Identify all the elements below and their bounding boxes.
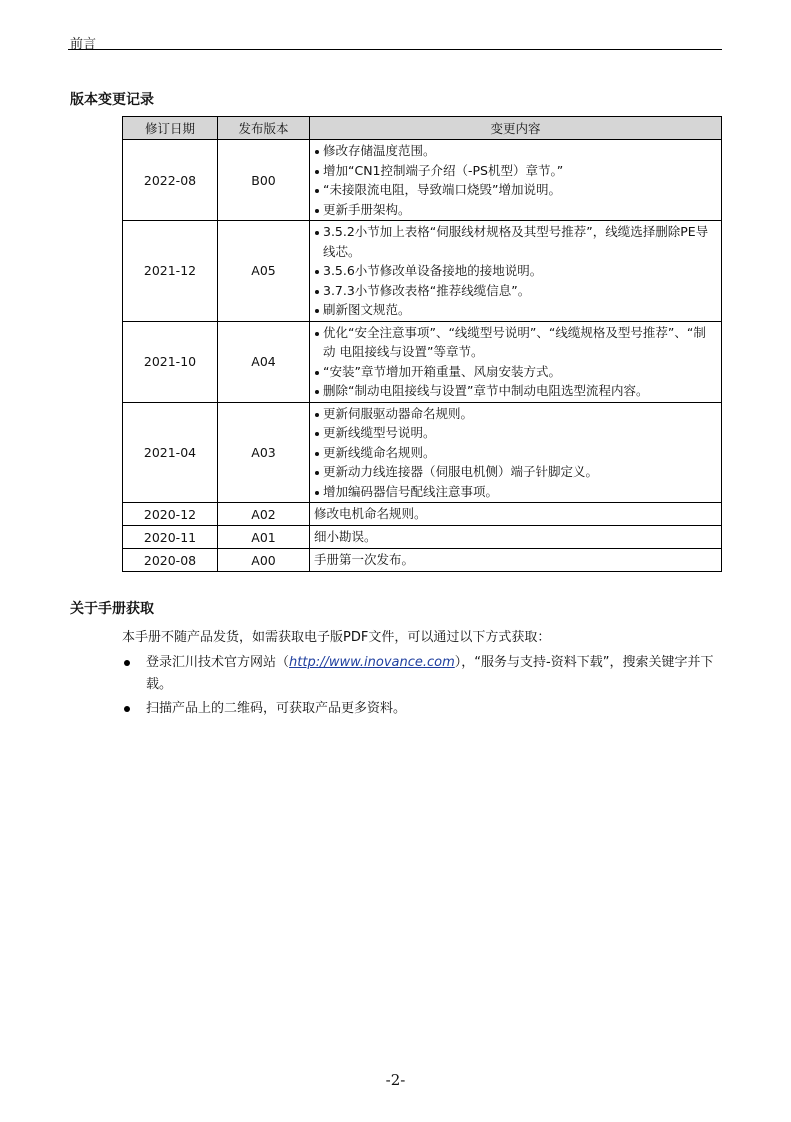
revision-table [122,116,722,572]
bullet-icon [124,660,130,666]
change-item: 3.5.6小节修改单设备接地的接地说明。 [314,261,717,281]
col-header-changes: 变更内容 [310,117,722,140]
row-date: 2021-10 [123,321,218,402]
row-date: 2021-12 [123,221,218,322]
qr-code-text: 扫描产品上的二维码，可获取产品更多资料。 [146,701,407,716]
list-item [122,698,722,720]
row-changes [310,221,722,322]
row-changes [310,402,722,503]
change-item: 更新动力线连接器（伺服电机侧）端子针脚定义。 [314,462,717,482]
website-text-after: ），“服务与支持-资料下载”，搜索关键字并下载。 [146,655,714,692]
change-item: “安装”章节增加开箱重量、风扇安装方式。 [314,362,717,382]
change-item: 更新手册架构。 [314,200,717,220]
row-changes [310,140,722,221]
manual-access-title: 关于手册获取 [70,601,154,617]
row-version: A04 [218,321,310,402]
change-item: 更新伺服驱动器命名规则。 [314,404,717,424]
bullet-icon [124,706,130,712]
change-item: “未接限流电阻，导致端口烧毁”增加说明。 [314,180,717,200]
row-date: 2021-04 [123,402,218,503]
row-version: A02 [218,503,310,526]
table-row [123,549,722,572]
row-changes: 手册第一次发布。 [310,549,722,572]
change-item: 修改存储温度范围。 [314,141,717,161]
row-date: 2020-12 [123,503,218,526]
revision-history-title: 版本变更记录 [70,92,154,108]
website-text-before: 登录汇川技术官方网站（ [146,655,290,670]
row-date: 2022-08 [123,140,218,221]
row-changes: 细小勘误。 [310,526,722,549]
header-rule [68,49,722,50]
row-version: B00 [218,140,310,221]
change-item: 更新线缆型号说明。 [314,423,717,443]
table-header-row [123,117,722,140]
change-item: 3.7.3小节修改表格“推荐线缆信息”。 [314,281,717,301]
page-number: -2- [385,1071,406,1089]
manual-access-intro: 本手册不随产品发货，如需获取电子版PDF文件，可以通过以下方式获取： [122,630,551,645]
row-version: A03 [218,402,310,503]
table-row [123,221,722,322]
website-link[interactable]: http://www.inovance.com [289,655,455,670]
change-item: 优化“安全注意事项”、“线缆型号说明”、“线缆规格及型号推荐”、“制动 电阻接线与设置”等章节。 [314,323,717,362]
table-row [123,402,722,503]
row-version: A05 [218,221,310,322]
access-methods-list [122,652,722,722]
change-item: 刷新图文规范。 [314,300,717,320]
col-header-date: 修订日期 [123,117,218,140]
table-row [123,321,722,402]
list-item [122,652,722,696]
row-changes [310,321,722,402]
row-date: 2020-08 [123,549,218,572]
table-row [123,526,722,549]
table-row [123,503,722,526]
change-item: 删除“制动电阻接线与设置”章节中制动电阻选型流程内容。 [314,381,717,401]
row-changes: 修改电机命名规则。 [310,503,722,526]
row-version: A00 [218,549,310,572]
col-header-version: 发布版本 [218,117,310,140]
change-item: 更新线缆命名规则。 [314,443,717,463]
row-date: 2020-11 [123,526,218,549]
running-header: 前言 [70,37,97,52]
change-item: 增加编码器信号配线注意事项。 [314,482,717,502]
change-item: 3.5.2小节加上表格“伺服线材规格及其型号推荐”，线缆选择删除PE导线芯。 [314,222,717,261]
change-item: 增加“CN1控制端子介绍（-PS机型）章节。” [314,161,717,181]
row-version: A01 [218,526,310,549]
table-row [123,140,722,221]
